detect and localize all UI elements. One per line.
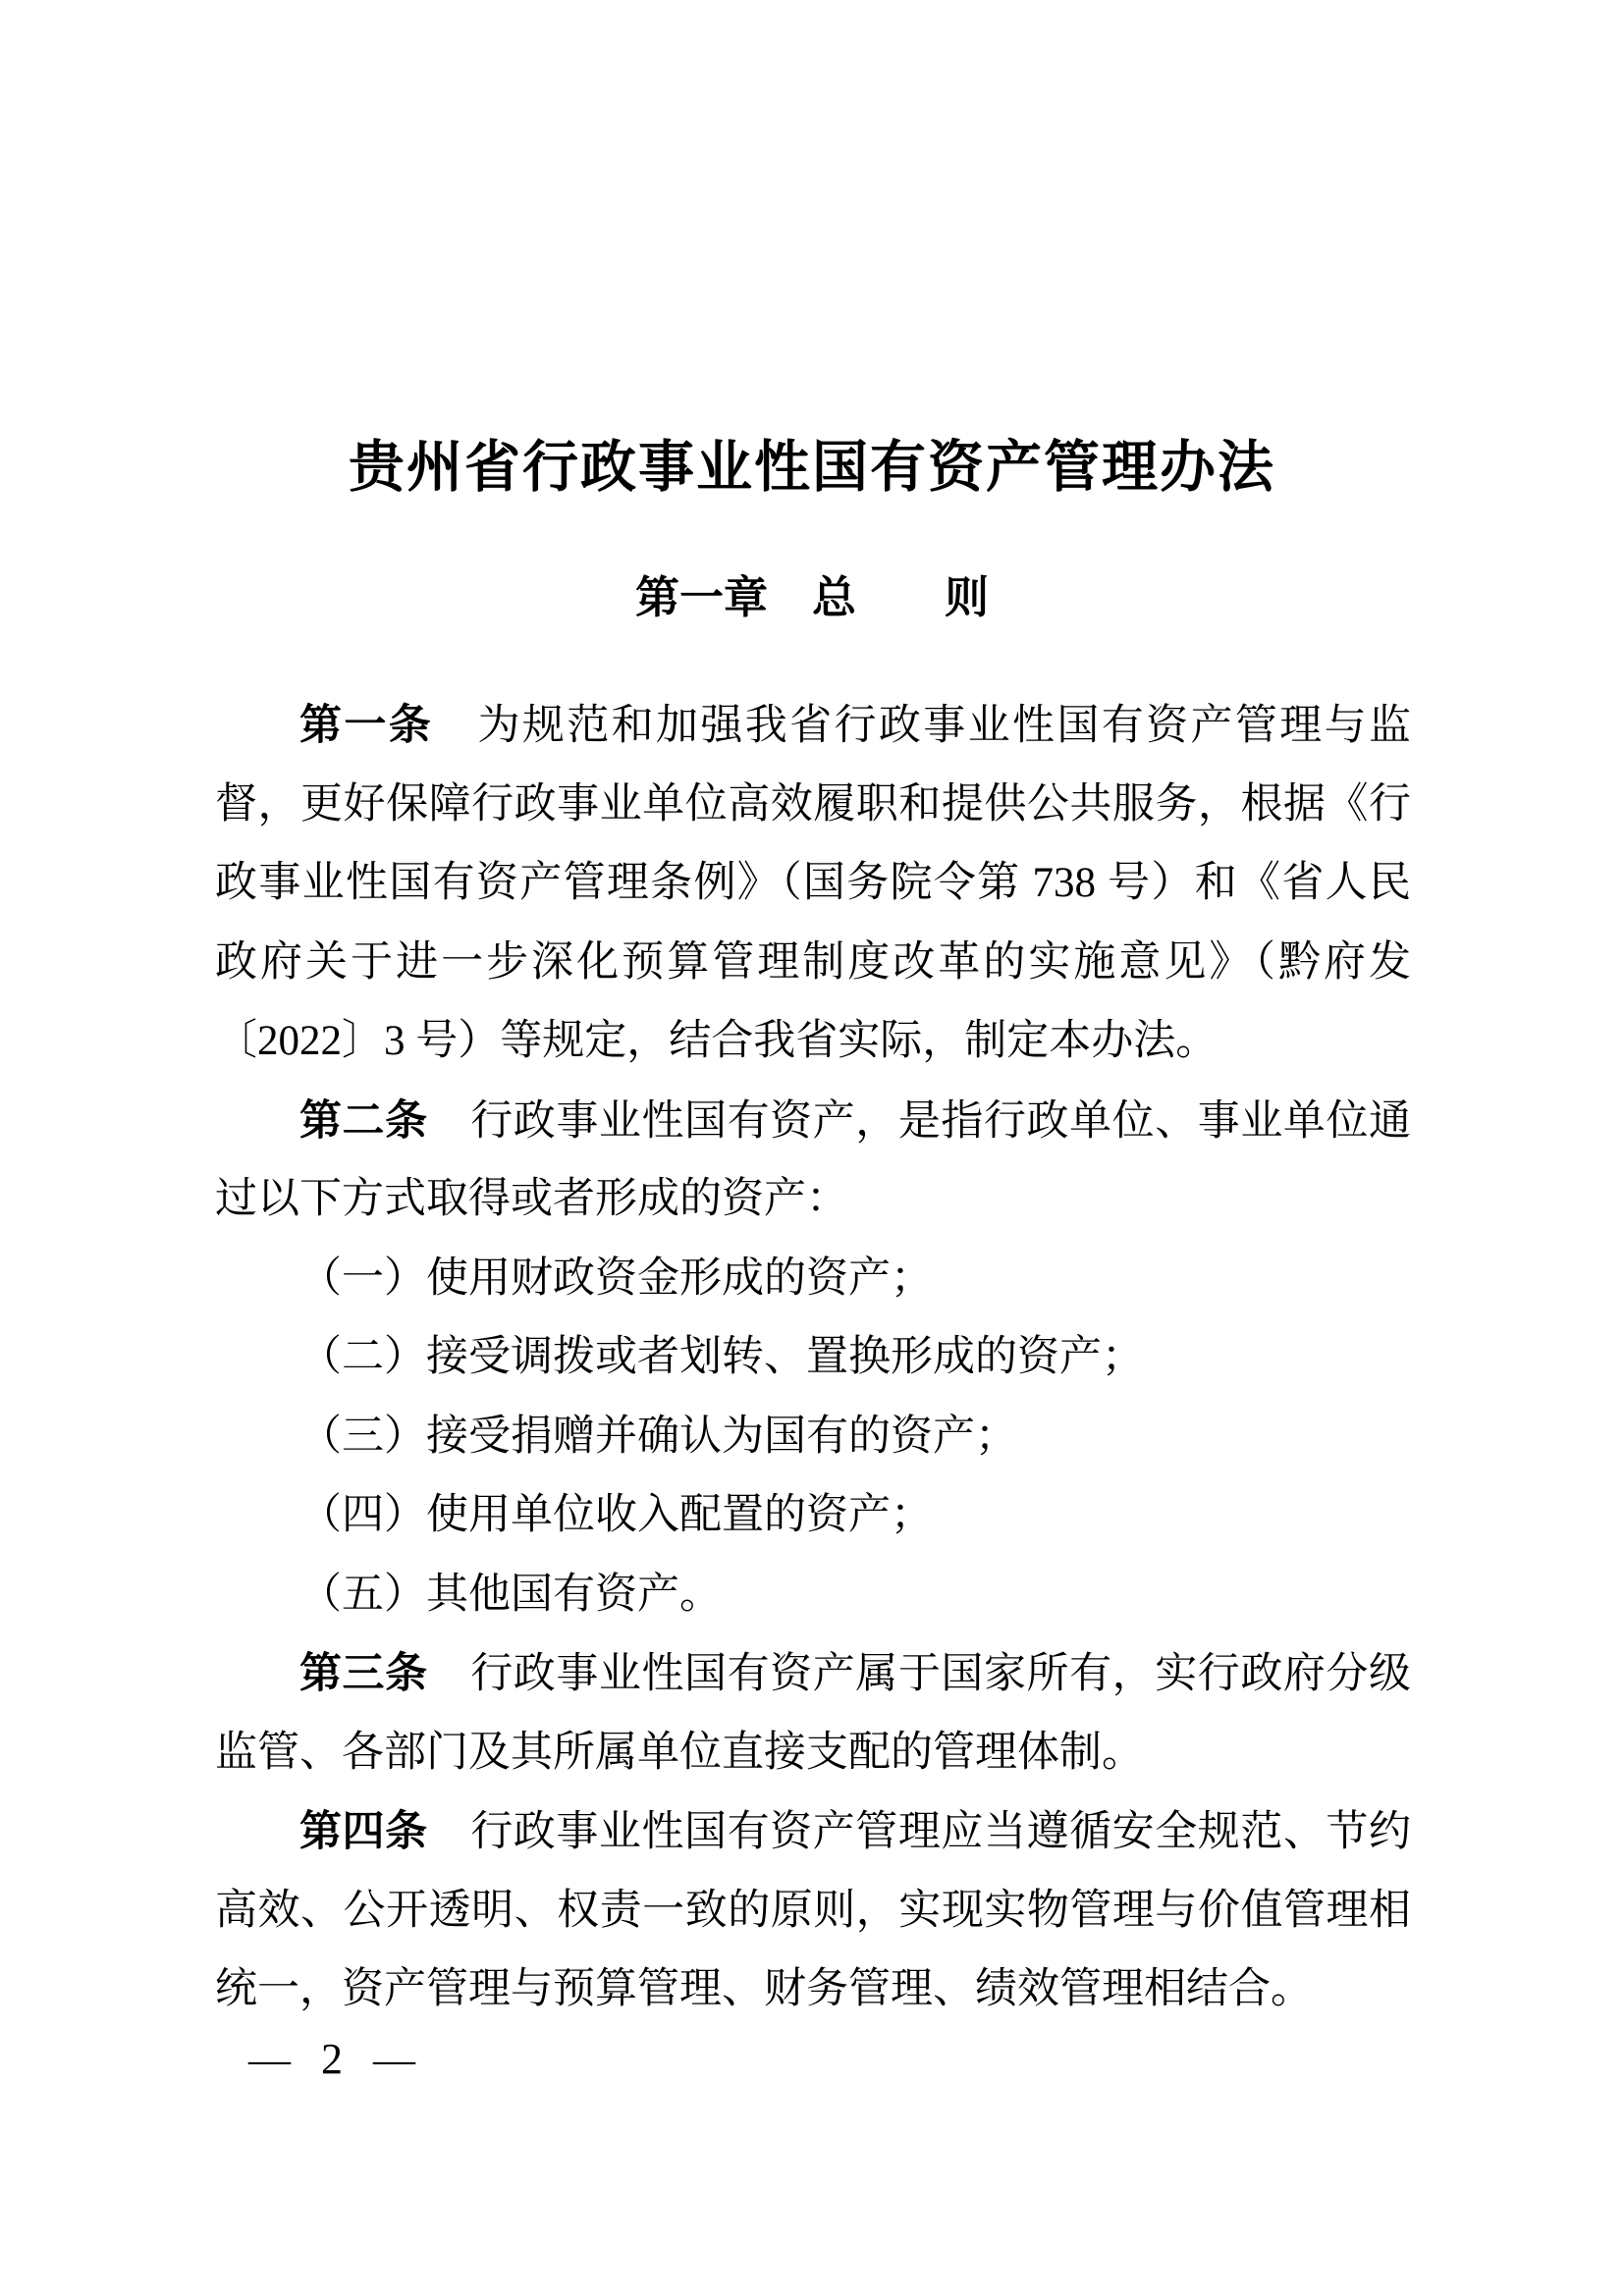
text-line: 第四条 行政事业性国有资产管理应当遵循安全规范、节约 — [299, 1808, 1412, 1855]
text-line: （四）使用单位收入配置的资产； — [299, 1492, 933, 1538]
page-number: 2 — [321, 2035, 343, 2083]
document-title: 贵州省行政事业性国有资产管理办法 — [349, 437, 1275, 499]
text-line: 第一条 为规范和加强我省行政事业性国有资产管理与监 — [299, 702, 1411, 749]
article-number: 第一条 — [299, 702, 434, 749]
text-line: （五）其他国有资产。 — [299, 1571, 722, 1618]
text-line: 第三条 行政事业性国有资产属于国家所有，实行政府分级 — [299, 1650, 1412, 1697]
text-line: （三）接受捐赠并确认为国有的资产； — [299, 1413, 1017, 1460]
text-line: 监管、各部门及其所属单位直接支配的管理体制。 — [215, 1729, 1144, 1776]
footer-right-dash: — — [373, 2037, 415, 2083]
chapter-heading: 第一章 总 则 — [634, 573, 989, 622]
text-line: （一）使用财政资金形成的资产； — [299, 1255, 933, 1302]
text-line: （二）接受调拨或者划转、置换形成的资产； — [299, 1334, 1144, 1380]
text-line: 政府关于进一步深化预算管理制度改革的实施意见》（黔府发 — [215, 938, 1411, 986]
text-line: 高效、公开透明、权责一致的原则，实现实物管理与价值管理相 — [215, 1887, 1411, 1934]
text-line: 过以下方式取得或者形成的资产： — [215, 1176, 848, 1222]
footer-left-dash: — — [248, 2037, 291, 2083]
text-line: 第二条 行政事业性国有资产，是指行政单位、事业单位通 — [299, 1096, 1412, 1145]
article-number: 第二条 — [299, 1096, 428, 1145]
text-line: 政事业性国有资产管理条例》（国务院令第 738 号）和《省人民 — [215, 860, 1411, 906]
text-line: 〔2022〕3 号）等规定，结合我省实际，制定本办法。 — [215, 1018, 1218, 1064]
text-line: 统一，资产管理与预算管理、财务管理、绩效管理相结合。 — [215, 1966, 1313, 2012]
article-number: 第三条 — [299, 1650, 428, 1697]
page-footer — [248, 2036, 415, 2084]
article-number: 第四条 — [299, 1808, 428, 1855]
text-line: 督，更好保障行政事业单位高效履职和提供公共服务，根据《行 — [215, 780, 1411, 828]
document-body — [215, 686, 1411, 2030]
